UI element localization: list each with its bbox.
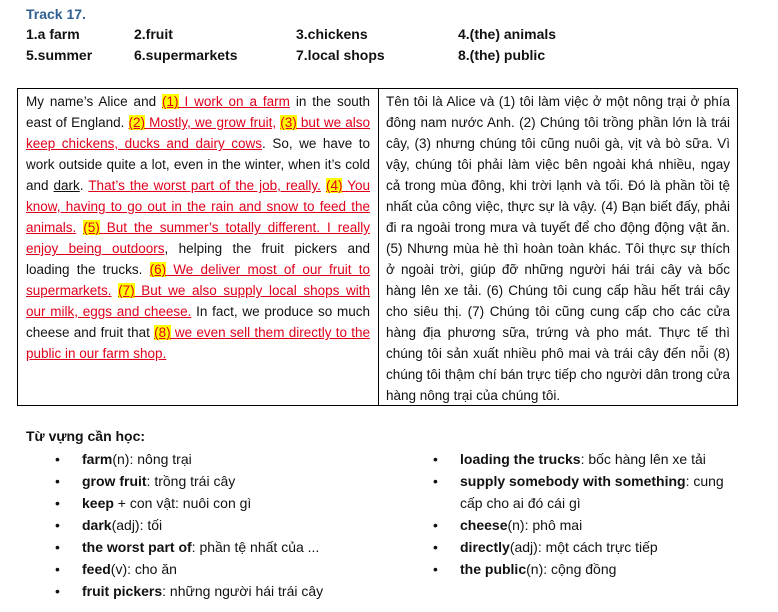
answer-2: 2.fruit <box>134 26 173 42</box>
answer-sentence: But we also supply local shops with our milk, eggs and cheese. <box>26 283 370 319</box>
vocab-term: dark <box>82 517 112 533</box>
bullet-icon: • <box>55 583 60 599</box>
vocab-definition: : cung cấp cho ai đó cái gì <box>460 473 724 511</box>
vocab-item <box>55 536 365 558</box>
passage-text: , helping the fruit pickers and loading the trucks. <box>26 241 370 277</box>
sentence-number-highlight: (3) <box>280 115 297 130</box>
vocab-item <box>433 448 733 470</box>
bullet-icon: • <box>55 539 60 555</box>
vocab-term: loading the trucks <box>460 451 581 467</box>
vocab-definition: : phần tệ nhất của ... <box>191 539 320 555</box>
answer-sentence: That’s the worst part of the job, really. <box>88 178 321 193</box>
vocab-term: the public <box>460 561 527 577</box>
passage-text: in the south east of England. <box>26 94 370 130</box>
vocab-item <box>55 492 365 514</box>
vocab-term: farm <box>82 451 113 467</box>
answer-sentence: but we also keep chickens, ducks and dairy cows <box>26 115 371 151</box>
answer-sentence: But the summer’s totally different. I really enjoy being outdoors <box>26 220 370 256</box>
vocab-definition: : trồng trái cây <box>146 473 236 489</box>
answer-sentence: Mostly, we grow fruit, <box>145 115 277 130</box>
vocab-definition: (adj): một cách trực tiếp <box>509 539 658 555</box>
vocab-list-right <box>433 448 733 580</box>
answer-6: 6.supermarkets <box>134 47 238 63</box>
vocab-item <box>433 558 733 580</box>
sentence-number-highlight: (8) <box>154 325 171 340</box>
vocab-definition: + con vật: nuôi con gì <box>113 495 252 511</box>
vocab-definition: (n): cộng đồng <box>526 561 617 577</box>
passage-table <box>17 88 738 406</box>
answer-sentence: You know, having to go out in the rain and snow to feed the animals. <box>26 178 370 235</box>
english-passage <box>26 91 370 364</box>
bullet-icon: • <box>433 539 438 555</box>
bullet-icon: • <box>433 473 438 489</box>
vocab-item <box>433 536 733 558</box>
vocab-item <box>433 514 733 536</box>
passage-text: . <box>79 178 89 193</box>
vocab-item <box>55 514 365 536</box>
vocab-definition: : bốc hàng lên xe tải <box>580 451 706 467</box>
bullet-icon: • <box>433 451 438 467</box>
answer-sentence: We deliver most of our fruit to supermarkets. <box>26 262 370 298</box>
vocab-term: supply somebody with something <box>460 473 686 489</box>
vocab-definition: (adj): tối <box>111 517 163 533</box>
passage-text: My name’s Alice and <box>26 94 163 109</box>
sentence-number-highlight: (2) <box>128 115 146 130</box>
vocab-term: keep <box>82 495 114 511</box>
answer-8: 8.(the) public <box>458 47 546 63</box>
vocab-definition: : những người hái trái cây <box>162 583 324 599</box>
passage-text: In fact, we produce so much cheese and fruit that <box>26 304 370 340</box>
vocab-term: grow fruit <box>82 473 147 489</box>
vocab-item <box>55 470 365 492</box>
passage-text: dark <box>53 178 80 193</box>
track-title: Track 17. <box>26 6 86 22</box>
sentence-number-highlight: (6) <box>149 262 167 277</box>
answer-sentence: we even sell them directly to the public in our farm shop. <box>26 325 370 361</box>
answer-7: 7.local shops <box>296 47 385 63</box>
vocab-term: feed <box>82 561 111 577</box>
vocab-definition: (n): nông trại <box>112 451 192 467</box>
vocab-term: fruit pickers <box>82 583 163 599</box>
vocab-heading: Từ vựng cần học: <box>26 428 146 444</box>
vocab-item <box>433 470 733 514</box>
vocab-item <box>55 558 365 580</box>
sentence-number-highlight: (4) <box>325 178 343 193</box>
vocab-term: cheese <box>460 517 508 533</box>
bullet-icon: • <box>55 451 60 467</box>
answer-5: 5.summer <box>26 47 93 63</box>
vietnamese-passage: Tên tôi là Alice và (1) tôi làm việc ở một nông trại ở phía đông nam nước Anh. (2) Chúng tôi trồng phần lớn là trái cây, (3) nhưng chúng tôi cũng nuôi gà, vịt và bò sữa. Vì vậy, chúng tôi phải làm việc bên ngoài khá nhiều, ngay cả trong mùa đông, khi trời lạnh và tối. Đó là phần tồi tệ nhất của công việc, thực sự là vậy. (4) Bạn biết đấy, phải đi ra ngoài trong mưa và tuyết để cho động động vật ăn. (5) Nhưng mùa hè thì hoàn toàn khác. Tôi thực sự thích ở ngoài trời, giúp đỡ những người hái trái cây và bốc hàng lên xe tải. (6) Chúng tôi cung cấp hầu hết trái cây cho siêu thị. (7) Chúng tôi cũng cung cấp cho các cửa hàng địa phương sữa, trứng và pho mát. Thực tế thì chúng tôi sản xuất nhiều phô mai và trái cây đến nỗi (8) chúng tôi thậm chí bán trực tiếp cho người dân trong cửa hàng nông trại của chúng tôi. <box>386 94 730 403</box>
sentence-number-highlight: (7) <box>118 283 135 298</box>
bullet-icon: • <box>55 473 60 489</box>
vocab-definition: (n): phô mai <box>507 517 583 533</box>
bullet-icon: • <box>55 561 60 577</box>
column-divider <box>378 89 379 405</box>
bullet-icon: • <box>55 495 60 511</box>
bullet-icon: • <box>55 517 60 533</box>
passage-text: . So, we have to work outside quite a lot, even in the winter, when it’s cold and <box>26 136 370 193</box>
answer-3: 3.chickens <box>296 26 368 42</box>
bullet-icon: • <box>433 561 438 577</box>
sentence-number-highlight: (5) <box>83 220 100 235</box>
answer-sentence: I work on a farm <box>178 94 290 109</box>
answer-1: 1.a farm <box>26 26 80 42</box>
sentence-number-highlight: (1) <box>162 94 179 109</box>
vocab-term: directly <box>460 539 510 555</box>
vocab-list-left <box>55 448 365 602</box>
vocab-item <box>55 580 365 602</box>
vocab-item <box>55 448 365 470</box>
vocab-definition: (v): cho ăn <box>110 561 177 577</box>
vocab-term: the worst part of <box>82 539 192 555</box>
answer-4: 4.(the) animals <box>458 26 557 42</box>
bullet-icon: • <box>433 517 438 533</box>
